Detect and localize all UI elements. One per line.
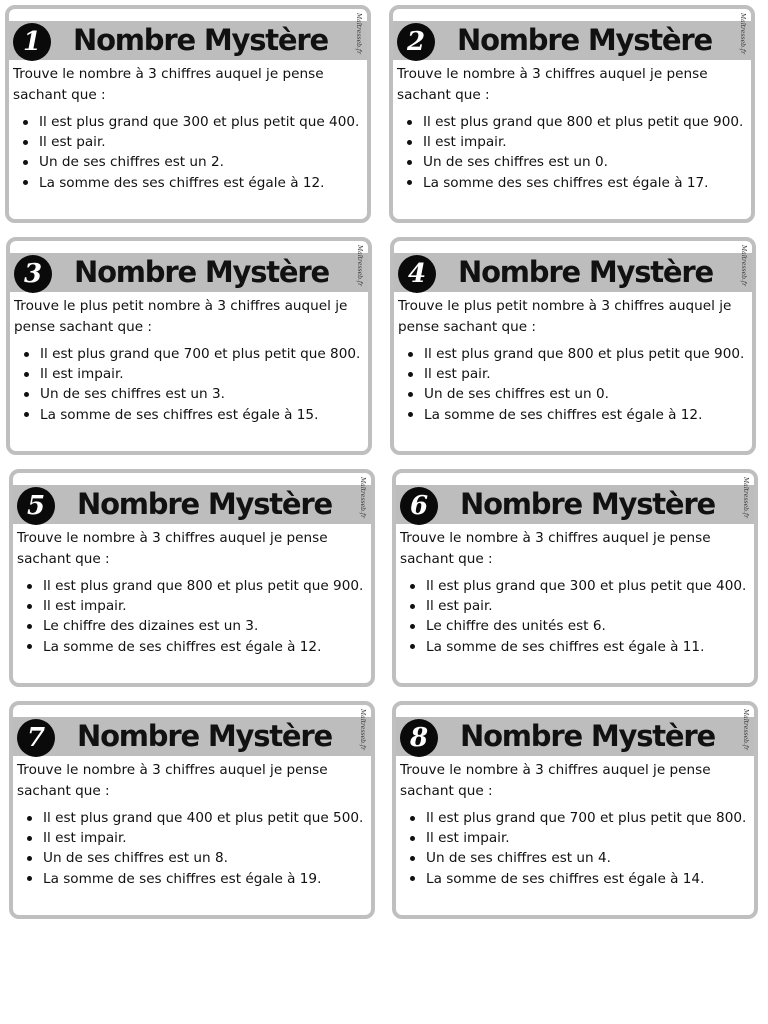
condition-item: Il est pair. xyxy=(13,132,363,152)
condition-item: Un de ses chiffres est un 0. xyxy=(398,384,748,404)
mystery-card-1 xyxy=(5,5,371,223)
card-title: Nombre Mystère xyxy=(460,719,715,753)
condition-item: Il est plus grand que 700 et plus petit que 800. xyxy=(400,808,750,828)
condition-item: Il est plus grand que 700 et plus petit que 800. xyxy=(14,344,364,364)
card-credit: Maîtresseb.fr xyxy=(356,245,363,287)
condition-item: Il est pair. xyxy=(398,364,748,384)
card-title: Nombre Mystère xyxy=(458,255,713,289)
condition-item: Il est pair. xyxy=(400,596,750,616)
card-credit: Maîtresseb.fr xyxy=(359,477,366,519)
mystery-card-5 xyxy=(9,469,375,687)
condition-item: La somme de ses chiffres est égale à 12. xyxy=(17,637,367,657)
card-intro: Trouve le nombre à 3 chiffres auquel je pense sachant que : xyxy=(17,762,328,799)
condition-item: La somme de ses chiffres est égale à 12. xyxy=(398,405,748,425)
card-intro: Trouve le nombre à 3 chiffres auquel je pense sachant que : xyxy=(400,530,711,567)
mystery-card-4 xyxy=(390,237,756,455)
condition-list xyxy=(14,344,364,425)
card-credit: Maîtresseb.fr xyxy=(359,709,366,751)
mystery-card-7 xyxy=(9,701,375,919)
card-number-badge: 6 xyxy=(400,487,438,525)
condition-item: Le chiffre des unités est 6. xyxy=(400,616,750,636)
condition-item: La somme des ses chiffres est égale à 17. xyxy=(397,173,747,193)
condition-item: Il est impair. xyxy=(397,132,747,152)
condition-item: Un de ses chiffres est un 0. xyxy=(397,152,747,172)
condition-list xyxy=(17,808,367,889)
card-number-badge: 1 xyxy=(13,23,51,61)
condition-item: La somme de ses chiffres est égale à 14. xyxy=(400,869,750,889)
card-intro: Trouve le plus petit nombre à 3 chiffres auquel je pense sachant que : xyxy=(14,298,348,335)
condition-item: La somme de ses chiffres est égale à 11. xyxy=(400,637,750,657)
condition-list xyxy=(398,344,748,425)
card-number-badge: 8 xyxy=(400,719,438,757)
condition-item: La somme de ses chiffres est égale à 19. xyxy=(17,869,367,889)
condition-item: Il est plus grand que 800 et plus petit que 900. xyxy=(397,112,747,132)
condition-item: Il est plus grand que 400 et plus petit que 500. xyxy=(17,808,367,828)
condition-item: La somme de ses chiffres est égale à 15. xyxy=(14,405,364,425)
card-title: Nombre Mystère xyxy=(460,487,715,521)
condition-item: La somme des ses chiffres est égale à 12. xyxy=(13,173,363,193)
condition-list xyxy=(13,112,363,193)
card-intro: Trouve le nombre à 3 chiffres auquel je pense sachant que : xyxy=(397,66,708,103)
card-number-badge: 7 xyxy=(17,719,55,757)
mystery-card-8 xyxy=(392,701,758,919)
card-title: Nombre Mystère xyxy=(77,719,332,753)
card-intro: Trouve le nombre à 3 chiffres auquel je pense sachant que : xyxy=(17,530,328,567)
condition-list xyxy=(400,808,750,889)
card-title: Nombre Mystère xyxy=(457,23,712,57)
condition-item: Il est plus grand que 800 et plus petit que 900. xyxy=(17,576,367,596)
mystery-card-3 xyxy=(6,237,372,455)
card-number-badge: 3 xyxy=(14,255,52,293)
condition-item: Un de ses chiffres est un 3. xyxy=(14,384,364,404)
card-number-badge: 5 xyxy=(17,487,55,525)
condition-item: Il est plus grand que 300 et plus petit que 400. xyxy=(13,112,363,132)
card-number-badge: 2 xyxy=(397,23,435,61)
condition-item: Le chiffre des dizaines est un 3. xyxy=(17,616,367,636)
card-credit: Maîtresseb.fr xyxy=(740,245,747,287)
condition-item: Il est impair. xyxy=(14,364,364,384)
card-title: Nombre Mystère xyxy=(77,487,332,521)
condition-list xyxy=(400,576,750,657)
condition-item: Un de ses chiffres est un 2. xyxy=(13,152,363,172)
condition-item: Il est plus grand que 300 et plus petit que 400. xyxy=(400,576,750,596)
card-intro: Trouve le plus petit nombre à 3 chiffres auquel je pense sachant que : xyxy=(398,298,732,335)
condition-list xyxy=(17,576,367,657)
card-number-badge: 4 xyxy=(398,255,436,293)
card-title: Nombre Mystère xyxy=(74,255,329,289)
mystery-card-2 xyxy=(389,5,755,223)
card-credit: Maîtresseb.fr xyxy=(742,477,749,519)
condition-item: Il est impair. xyxy=(17,828,367,848)
card-title: Nombre Mystère xyxy=(73,23,328,57)
card-credit: Maîtresseb.fr xyxy=(742,709,749,751)
card-credit: Maîtresseb.fr xyxy=(355,13,362,55)
card-intro: Trouve le nombre à 3 chiffres auquel je pense sachant que : xyxy=(13,66,324,103)
condition-item: Un de ses chiffres est un 4. xyxy=(400,848,750,868)
condition-item: Il est impair. xyxy=(17,596,367,616)
condition-item: Il est impair. xyxy=(400,828,750,848)
condition-list xyxy=(397,112,747,193)
condition-item: Un de ses chiffres est un 8. xyxy=(17,848,367,868)
card-credit: Maîtresseb.fr xyxy=(739,13,746,55)
condition-item: Il est plus grand que 800 et plus petit que 900. xyxy=(398,344,748,364)
card-intro: Trouve le nombre à 3 chiffres auquel je pense sachant que : xyxy=(400,762,711,799)
mystery-card-6 xyxy=(392,469,758,687)
